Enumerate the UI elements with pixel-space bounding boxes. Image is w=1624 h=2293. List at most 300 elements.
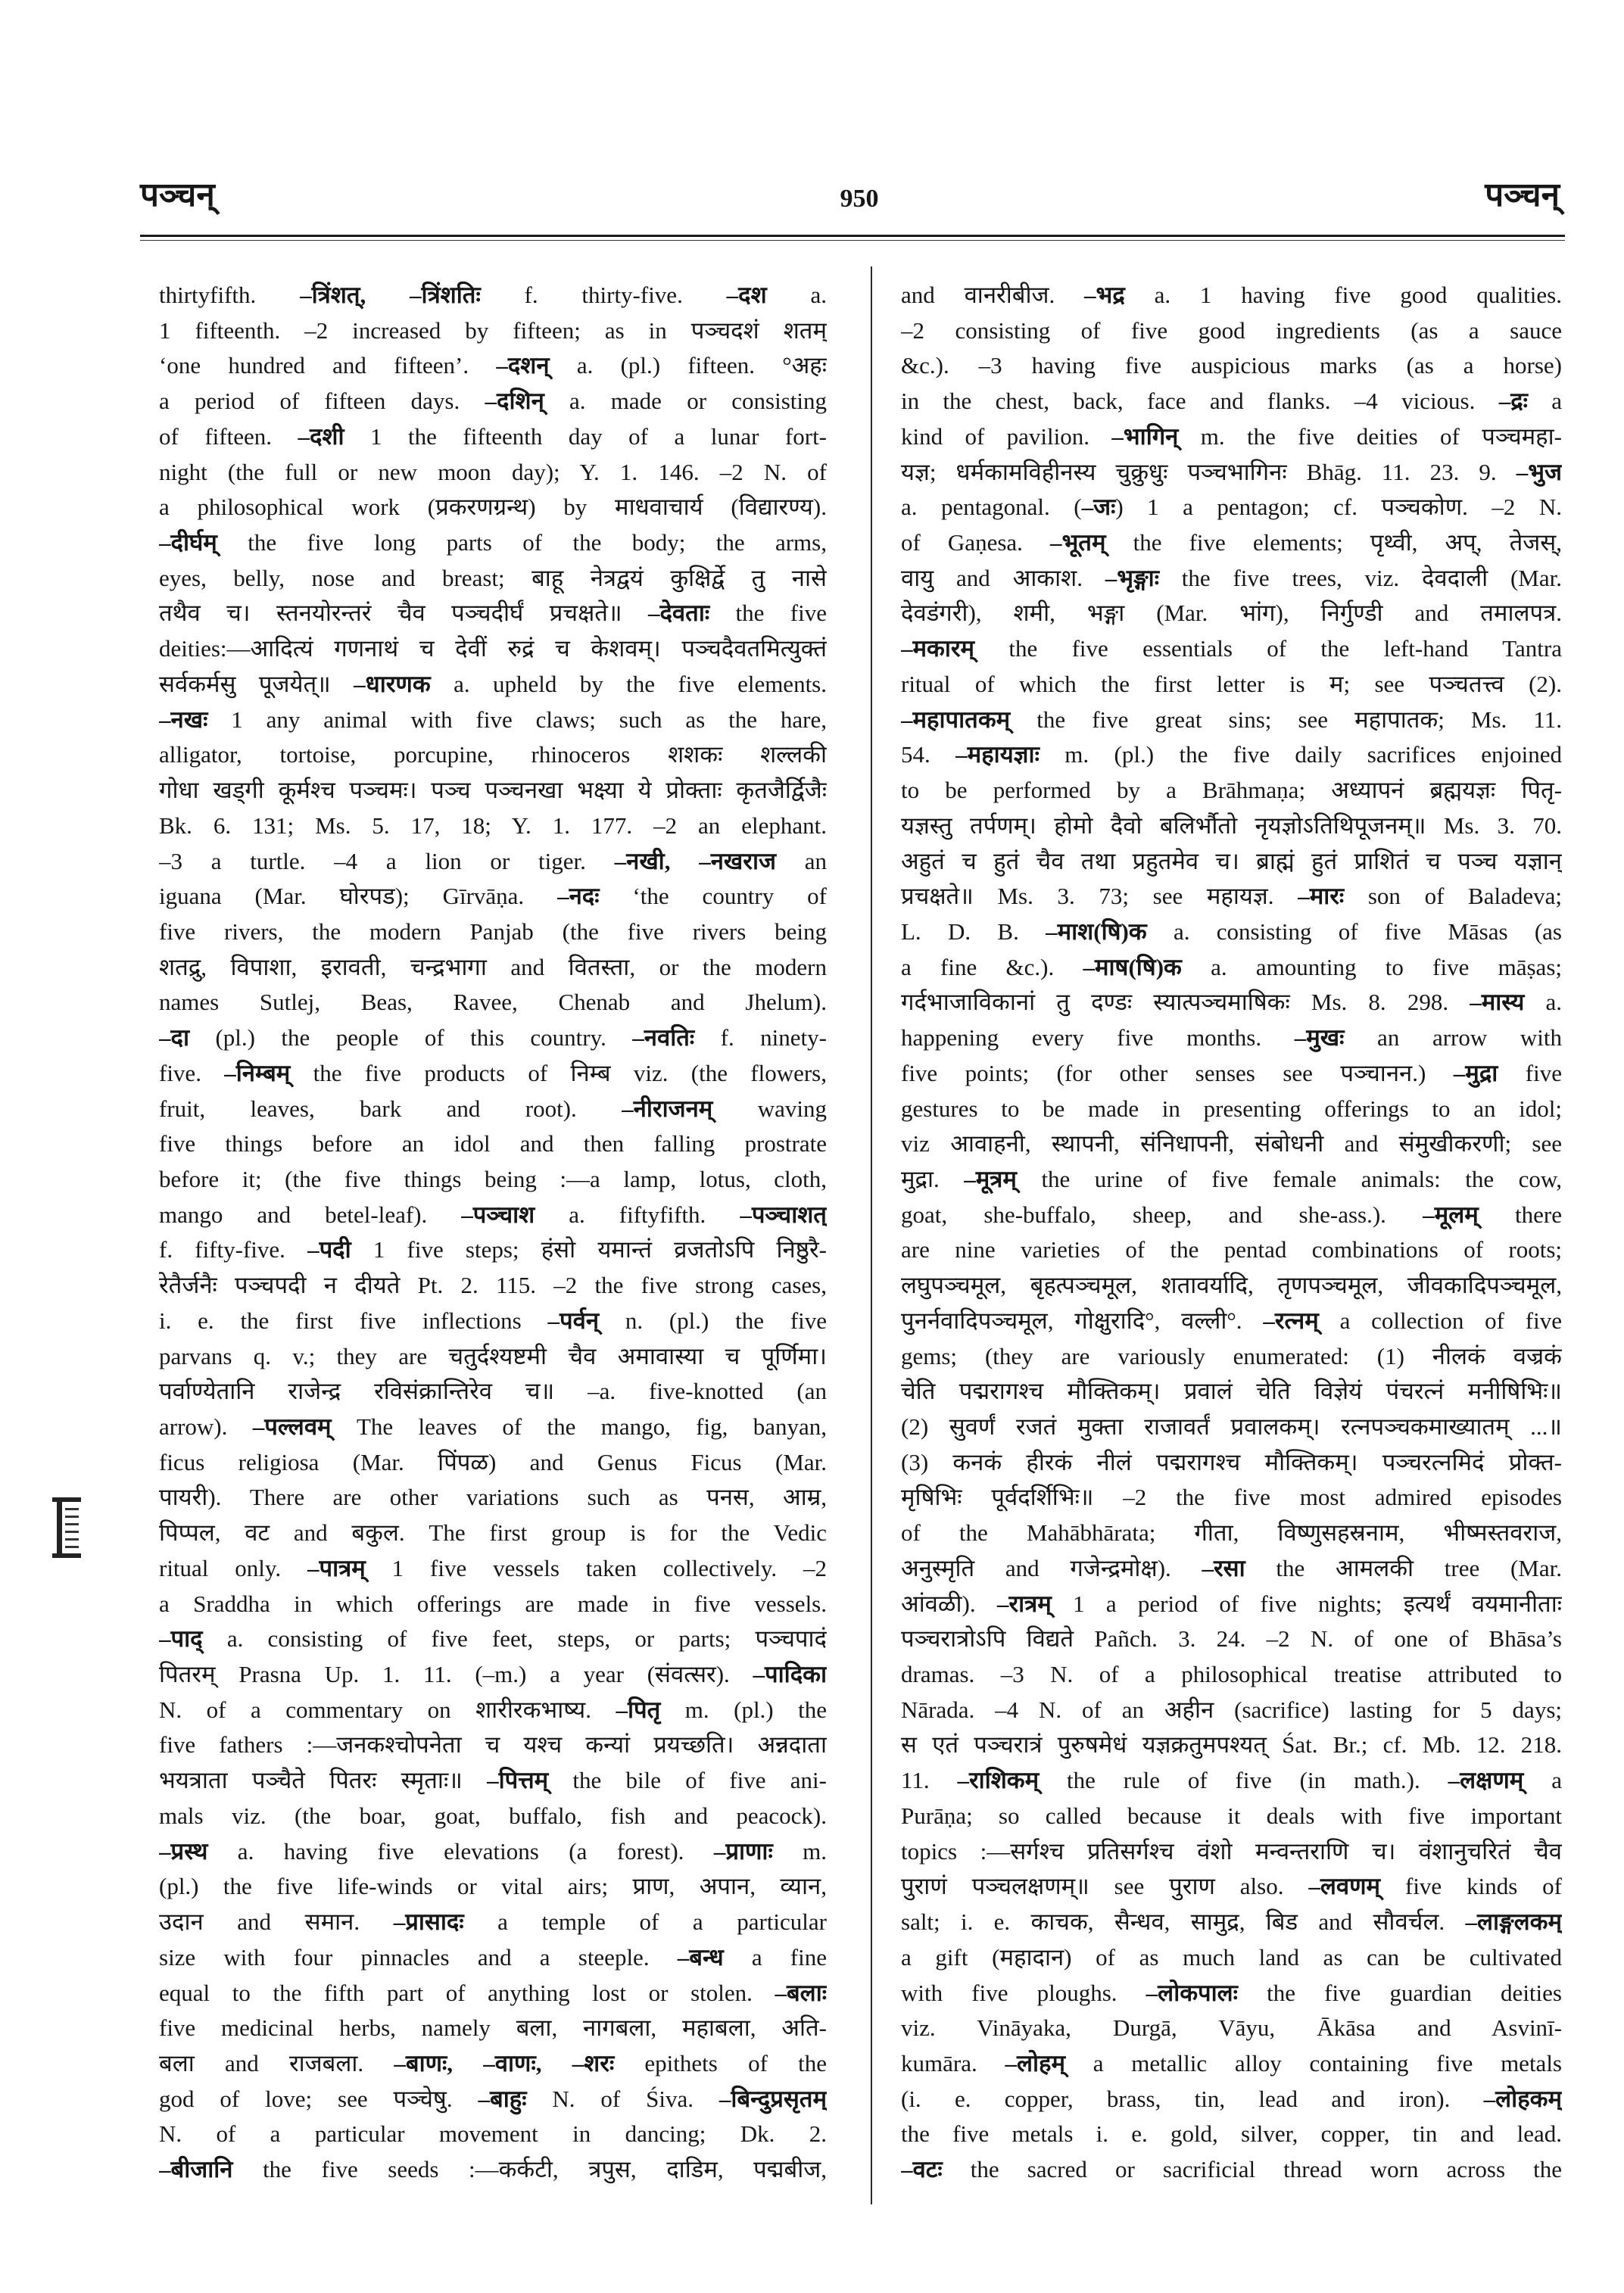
line-text: son of Baladeva; — [1344, 883, 1562, 910]
text-line — [159, 1268, 827, 1304]
headword: –पितृ — [616, 1696, 661, 1723]
text-line — [159, 596, 827, 631]
line-text: Purāṇa; so called because it deals with five important — [901, 1802, 1562, 1829]
headword: –प्रस्थ — [159, 1837, 208, 1865]
text-line — [159, 737, 827, 773]
headword: –लोहम् — [1005, 2049, 1065, 2076]
text-line — [901, 1763, 1562, 1799]
line-text: the five great sins; see महापातक; Ms. 11. — [1010, 706, 1562, 733]
text-line — [159, 1232, 827, 1268]
line-text: a period of fifteen days. — [159, 388, 485, 415]
page-number: 950 — [840, 185, 879, 213]
headword: –देवताः — [647, 600, 710, 627]
line-text: 1 any animal with five claws; such as the hare, — [207, 706, 827, 733]
text-line — [901, 1480, 1562, 1516]
line-text: of Gaṇesa. — [901, 529, 1051, 556]
line-text: 1 a period of five nights; इत्यर्थं वयमानीताः — [1051, 1590, 1562, 1617]
headword: –पदी — [307, 1236, 351, 1263]
text-line — [159, 1304, 827, 1339]
line-text: a philosophical work (प्रकरणग्रन्थ) by माधवाचार्य (विद्यारण्य). — [159, 494, 827, 521]
headword: –मूत्रम् — [964, 1165, 1017, 1192]
headword: –मास्य — [1470, 989, 1525, 1016]
text-line — [901, 631, 1562, 667]
line-text: in the chest, back, face and flanks. –4 vicious. — [901, 388, 1499, 415]
line-text: अहुतं च हुतं चैव तथा प्रहुतमेव च। ब्राह्मं हुतं प्राशितं च पञ्च यज्ञान् — [901, 847, 1562, 874]
text-line — [159, 1976, 827, 2011]
line-text: a Sraddha in which offerings are made in five vessels. — [159, 1590, 827, 1617]
line-text: 1 the fifteenth day of a lunar fort- — [344, 422, 827, 450]
headword: –भुज — [1516, 458, 1562, 485]
line-text: a. upheld by the five elements. — [430, 670, 827, 697]
text-line — [159, 1587, 827, 1622]
line-text: a. — [766, 282, 827, 308]
headword: –रसा — [1202, 1554, 1245, 1581]
line-text: देवडंगरी), शमी, भङ्गा (Mar. भांग), निर्गुण्डी and तमालपत्र. — [901, 600, 1562, 627]
text-line — [159, 1551, 827, 1587]
line-text: a. fiftyfifth. — [535, 1201, 740, 1228]
headword: –रत्नम् — [1263, 1307, 1319, 1334]
text-line — [901, 1551, 1562, 1587]
line-text: a. consisting of five Māsas (as — [1146, 918, 1562, 945]
line-text: वायु and आकाश. — [901, 564, 1105, 591]
headword: –दा — [159, 1024, 189, 1051]
line-text: पुराणं पञ्चलक्षणम्॥ see पुराण also. — [901, 1873, 1309, 1900]
line-text: parvans q. v.; they are चतुर्दश्यष्टमी चैव अमावास्या च पूर्णिमा। — [159, 1342, 827, 1369]
headword: –नखी, –नखराज — [614, 847, 776, 874]
line-text: dramas. –3 N. of a philosophical treatise attributed to — [901, 1661, 1562, 1688]
line-text: happening every five months. — [901, 1024, 1295, 1051]
line-text: to be performed by a Brāhmaṇa; अध्यापनं ब्रह्मयज्ञः पितृ- — [901, 777, 1562, 804]
line-text: mals viz. (the boar, goat, buffalo, fish and peacock). — [159, 1802, 827, 1829]
text-line — [159, 879, 827, 914]
text-line — [159, 1516, 827, 1551]
line-text: N. of Śiva. — [526, 2085, 719, 2112]
line-text: viz आवाहनी, स्थापनी, संनिधापनी, संबोधनी and संमुखीकरणी; see — [901, 1130, 1562, 1157]
headword: –धारणक — [354, 670, 431, 697]
line-text: The leaves of the mango, fig, banyan, — [331, 1413, 827, 1440]
line-text: पितरम् Prasna Up. 1. 11. (–m.) a year (संवत्सर). — [159, 1661, 753, 1688]
line-text: ficus religiosa (Mar. पिंपळ) and Genus Ficus (Mar. — [159, 1448, 827, 1475]
line-text: (3) कनकं हीरकं नीलं पद्मरागश्च मौक्तिकम्। पञ्चरत्नमिदं प्रोक्त- — [901, 1448, 1562, 1475]
text-line — [159, 1905, 827, 1940]
line-text: m. (pl.) the — [660, 1696, 827, 1723]
text-line — [901, 1232, 1562, 1268]
headword: –नदः — [557, 883, 600, 910]
headword: –दशन् — [496, 352, 550, 379]
text-line — [159, 384, 827, 419]
headword: –मुद्रा — [1453, 1059, 1498, 1086]
line-text: गर्दभाजाविकानां तु दण्डः स्यात्पञ्चमाषिकः Ms. 8. 298. — [901, 989, 1470, 1016]
line-text: before it; (the five things being :—a lamp, lotus, cloth, — [159, 1165, 827, 1192]
headword: –बाहुः — [478, 2085, 527, 2112]
headword: –पञ्चाशत् — [740, 1201, 827, 1228]
text-line — [159, 985, 827, 1020]
text-line — [159, 1126, 827, 1162]
line-text: an arrow with — [1344, 1024, 1562, 1051]
text-line — [901, 348, 1562, 384]
line-text: a metallic alloy containing five metals — [1065, 2049, 1562, 2076]
line-text: topics :—सर्गश्च प्रतिसर्गश्च वंशो मन्वन्तराणि च। वंशानुचरितं चैव — [901, 1837, 1562, 1865]
text-line — [159, 313, 827, 349]
line-text: मुद्रा. — [901, 1165, 965, 1192]
line-text: (i. e. copper, brass, tin, lead and iron). — [901, 2085, 1484, 2112]
text-line — [901, 773, 1562, 808]
headword: –बन्ध — [677, 1943, 724, 1971]
line-text: N. of a particular movement in dancing; Dk. 2. — [159, 2120, 827, 2148]
line-text: N. of a commentary on शारीरकभाष्य. — [159, 1696, 616, 1723]
line-text: five kinds of — [1380, 1873, 1562, 1900]
line-text: गोधा खड्गी कूर्मश्च पञ्चमः। पञ्च पञ्चनखा भक्ष्या ये प्रोक्ताः कृतजैर्द्विजैः — [159, 777, 827, 804]
text-line — [901, 384, 1562, 419]
line-text: five. — [159, 1059, 225, 1086]
line-text: equal to the fifth part of anything lost or stolen. — [159, 1979, 775, 2006]
line-text: mango and betel-leaf). — [159, 1201, 462, 1228]
line-text: पायरी). There are other variations such as पनस, आम्र, — [159, 1484, 827, 1511]
text-line — [159, 1622, 827, 1657]
text-line — [901, 525, 1562, 561]
headword: –भद्र — [1084, 282, 1125, 308]
line-text: a. consisting of five feet, steps, or parts; पञ्चपादं — [202, 1625, 827, 1653]
line-text: eyes, belly, nose and breast; बाहू नेत्रद्वयं कुक्षिर्द्वे तु नासे — [159, 564, 827, 591]
text-line — [159, 2152, 827, 2188]
headword: –प्रासादः — [393, 1908, 464, 1936]
header-rule-thin — [140, 240, 1565, 241]
text-line — [901, 1268, 1562, 1304]
line-text: five points; (for other senses see पञ्चानन.) — [901, 1059, 1454, 1086]
line-text: सर्वकर्मसु पूजयेत्॥ — [159, 670, 354, 697]
line-text: kumāra. — [901, 2049, 1005, 2076]
line-text: अनुस्मृति and गजेन्द्रमोक्ष). — [901, 1554, 1202, 1581]
text-line — [159, 1940, 827, 1976]
text-line — [159, 703, 827, 738]
header-rule — [140, 235, 1565, 237]
line-text: fruit, leaves, bark and root). — [159, 1095, 622, 1122]
text-line — [901, 490, 1562, 525]
text-line — [159, 348, 827, 384]
line-text: five fathers :—जनकश्चोपनेता च यश्च कन्यां प्रयच्छति। अन्नदाता — [159, 1731, 827, 1759]
text-line — [159, 1339, 827, 1375]
line-text: the five trees, viz. देवदाली (Mar. — [1158, 564, 1562, 591]
line-text: i. e. the first five inflections — [159, 1307, 548, 1334]
text-line — [159, 1092, 827, 1127]
text-line — [159, 455, 827, 491]
line-text: a. made or consisting — [544, 388, 827, 415]
line-text: पञ्चरात्रोऽपि विद्यते Pañch. 3. 24. –2 N. of one of Bhāsa’s — [901, 1625, 1562, 1653]
left-column — [159, 278, 827, 2188]
text-line — [901, 1304, 1562, 1339]
headword: –पर्वन् — [547, 1307, 600, 1334]
text-line — [901, 1622, 1562, 1657]
line-text: पुनर्नवादिपञ्चमूल, गोक्षुरादि°, वल्ली°. — [901, 1307, 1264, 1334]
text-line — [901, 1728, 1562, 1763]
text-line — [901, 2011, 1562, 2046]
text-line — [159, 808, 827, 844]
headword: –त्रिंशत्, –त्रिंशतिः — [300, 282, 481, 308]
text-line — [901, 1834, 1562, 1870]
headword: –पित्तम् — [487, 1767, 549, 1794]
line-text: five — [1498, 1059, 1562, 1086]
text-line — [159, 773, 827, 808]
line-text: f. ninety- — [694, 1024, 827, 1051]
headword: –लोहकम् — [1483, 2085, 1562, 2112]
headword: –दशिन् — [485, 388, 544, 415]
text-line — [159, 1020, 827, 1056]
line-text: प्रचक्षते॥ Ms. 3. 73; see महायज्ञ. — [901, 883, 1298, 910]
line-text: god of love; see पञ्चेषु. — [159, 2085, 478, 2112]
line-text: waving — [712, 1095, 827, 1122]
text-line — [901, 455, 1562, 491]
line-text: arrow). — [159, 1413, 253, 1440]
text-line — [159, 1799, 827, 1834]
headword: –पाद् — [159, 1625, 203, 1653]
text-line — [901, 1092, 1562, 1127]
text-line — [159, 1869, 827, 1905]
line-text: स एतं पञ्चरात्रं पुरुषमेधं यज्ञक्रतुमपश्यत् Śat. Br.; cf. Mb. 12. 218. — [901, 1731, 1562, 1759]
text-line — [901, 667, 1562, 703]
text-line — [159, 1834, 827, 1870]
headword: –लक्षणम् — [1448, 1767, 1524, 1794]
headword: –दीर्घम् — [159, 529, 217, 556]
line-text: thirtyfifth. — [159, 282, 301, 308]
headword: –महायज्ञाः — [955, 741, 1040, 768]
line-text: (pl.) the five life-winds or vital airs; प्राण, अपान, व्यान, — [159, 1873, 827, 1900]
line-text: m. — [772, 1837, 827, 1865]
line-text: a fine — [723, 1943, 827, 1971]
headword: –माश(षि)क — [1046, 918, 1147, 945]
headword: –नीराजनम् — [622, 1095, 713, 1122]
column-divider — [871, 266, 872, 2204]
headword: –पल्लवम् — [252, 1413, 332, 1440]
text-line — [901, 1445, 1562, 1481]
headword: –निम्बम् — [224, 1059, 291, 1086]
line-text: तथैव च। स्तनयोरन्तरं चैव पञ्चदीर्घं प्रचक्षते॥ — [159, 600, 648, 627]
line-text: of fifteen. — [159, 422, 298, 450]
text-line — [901, 2082, 1562, 2117]
line-text: f. thirty-five. — [480, 282, 727, 308]
text-line — [901, 1799, 1562, 1834]
line-text: –2 consisting of five good ingredients (as a sauce — [901, 316, 1562, 344]
line-text: पिप्पल, वट and बकुल. The first group is for the Vedic — [159, 1519, 827, 1547]
line-text: –3 a turtle. –4 a lion or tiger. — [159, 847, 615, 874]
text-line — [901, 1126, 1562, 1162]
line-text: the five long parts of the body; the arms, — [217, 529, 827, 556]
text-line — [901, 1905, 1562, 1940]
line-text: and वानरीबीज. — [901, 282, 1085, 308]
text-line — [901, 596, 1562, 631]
line-text: L. D. B. — [901, 918, 1046, 945]
headword: –दशी — [298, 422, 344, 450]
running-head-left: पञ्चन् — [140, 176, 215, 213]
line-text: with five ploughs. — [901, 1979, 1146, 2006]
text-line — [159, 914, 827, 950]
line-text: the five products of निम्ब viz. (the flowers, — [290, 1059, 827, 1086]
text-line — [901, 1020, 1562, 1056]
text-line — [901, 808, 1562, 844]
text-line — [159, 1162, 827, 1198]
headword: –नवतिः — [632, 1024, 695, 1051]
headword: –बिन्दुप्रसृतम् — [718, 2085, 827, 2112]
line-text: an — [775, 847, 827, 874]
text-line — [159, 490, 827, 525]
text-line — [159, 844, 827, 880]
line-text: 1 fifteenth. –2 increased by fifteen; as in पञ्चदशं शतम् — [159, 316, 827, 344]
line-text: a. 1 having five good qualities. — [1124, 282, 1562, 308]
line-text: a — [1523, 1767, 1562, 1794]
margin-mark-icon — [50, 1497, 83, 1558]
text-line — [901, 1056, 1562, 1092]
text-line — [159, 1657, 827, 1693]
text-line — [159, 667, 827, 703]
line-text: the five metals i. e. gold, silver, copper, tin and lead. — [901, 2120, 1562, 2148]
text-line — [901, 914, 1562, 950]
text-line — [159, 631, 827, 667]
headword: –बाणः, –वाणः, –शरः — [394, 2049, 615, 2076]
right-column — [901, 278, 1562, 2188]
line-text: &c.). –3 having five auspicious marks (as a horse) — [901, 352, 1562, 379]
line-text: भयत्राता पञ्चैते पितरः स्मृताः॥ — [159, 1767, 488, 1794]
text-line — [159, 2082, 827, 2117]
text-line — [901, 419, 1562, 455]
headword: –भृङ्गाः — [1105, 564, 1159, 591]
line-text: n. (pl.) the five — [599, 1307, 827, 1334]
line-text: 1 five steps; हंसो यमान्तं व्रजतोऽपि निष्ठुरै- — [351, 1236, 827, 1263]
text-line — [901, 879, 1562, 914]
headword: –वटः — [901, 2156, 943, 2183]
text-line — [901, 950, 1562, 986]
line-text: of the Mahābhārata; गीता, विष्णुसहस्रनाम, भीष्मस्तवराज, — [901, 1519, 1562, 1547]
line-text: a temple of a particular — [463, 1908, 827, 1936]
headword: –मारः — [1298, 883, 1345, 910]
headword: –मूलम् — [1423, 1201, 1479, 1228]
line-text: a gift (महादान) of as much land as can be cultivated — [901, 1943, 1562, 1971]
text-line — [901, 1657, 1562, 1693]
headword: –लवणम् — [1308, 1873, 1381, 1900]
line-text: m. the five deities of पञ्चमहा- — [1178, 422, 1562, 450]
line-text: 1 five vessels taken collectively. –2 — [365, 1554, 827, 1581]
text-line — [901, 1693, 1562, 1728]
headword: –लोकपालः — [1146, 1979, 1238, 2006]
line-text: a — [1527, 388, 1562, 415]
line-text: five rivers, the modern Panjab (the five rivers being — [159, 918, 827, 945]
line-text: epithets of the — [614, 2049, 827, 2076]
text-line — [901, 313, 1562, 349]
line-text: (2) सुवर्णं रजतं मुक्ता राजावर्तं प्रवालकम्। रत्नपञ्चकमाख्यातम् ...॥ — [901, 1413, 1562, 1440]
line-text: a. — [1524, 989, 1562, 1016]
line-text: ‘one hundred and fifteen’. — [159, 352, 497, 379]
line-text: ) 1 a pentagon; cf. पञ्चकोण. –2 N. — [1115, 494, 1562, 521]
text-line — [901, 2152, 1562, 2188]
line-text: पर्वाण्येतानि राजेन्द्र रविसंक्रान्तिरेव च॥ –a. five-knotted (an — [159, 1378, 827, 1405]
line-text: (pl.) the people of this country. — [189, 1024, 633, 1051]
line-text: gems; (they are variously enumerated: (1) नीलकं वज्रकं — [901, 1342, 1562, 1369]
headword: –बीजानि — [159, 2156, 233, 2183]
text-line — [901, 703, 1562, 738]
text-line — [901, 2117, 1562, 2152]
line-text: रेतैर्जनैः पञ्चपदी न दीयते Pt. 2. 115. –2 the five strong cases, — [159, 1272, 827, 1299]
headword: –पञ्चाश — [461, 1201, 535, 1228]
headword: –लाङ्गलकम् — [1465, 1908, 1562, 1936]
line-text: आंवळी). — [901, 1590, 997, 1617]
headword: –मुखः — [1294, 1024, 1345, 1051]
text-line — [901, 2046, 1562, 2082]
line-text: m. (pl.) the five daily sacrifices enjoined — [1039, 741, 1562, 768]
headword: –प्राणाः — [713, 1837, 773, 1865]
headword: –जः — [1081, 494, 1116, 521]
line-text: there — [1478, 1201, 1562, 1228]
line-text: kind of pavilion. — [901, 422, 1112, 450]
line-text: the sacred or sacrificial thread worn across the — [942, 2156, 1562, 2183]
line-text: alligator, tortoise, porcupine, rhinoceros शशकः शल्लकी — [159, 741, 827, 768]
line-text: a. amounting to five māṣas; — [1181, 953, 1562, 980]
line-text: यज्ञ; धर्मकामविहीनस्य चुक्रुधुः पञ्चभागिनः Bhāg. 11. 23. 9. — [901, 458, 1516, 485]
text-line — [901, 737, 1562, 773]
text-line — [901, 1410, 1562, 1445]
line-text: the rule of five (in math.). — [1039, 1767, 1448, 1794]
line-text: names Sutlej, Beas, Ravee, Chenab and Jhelum). — [159, 989, 827, 1016]
line-text: a. (pl.) fifteen. °अहः — [549, 352, 827, 379]
line-text: यज्ञस्तु तर्पणम्। होमो दैवो बलिर्भौतो नृयज्ञोऽतिथिपूजनम्॥ Ms. 3. 70. — [901, 812, 1562, 839]
line-text: night (the full or new moon day); Y. 1. 146. –2 N. of — [159, 458, 827, 485]
text-line — [901, 1516, 1562, 1551]
text-line — [159, 419, 827, 455]
line-text: the bile of five ani- — [548, 1767, 827, 1794]
line-text: ritual of which the first letter is म; see पञ्चतत्त्व (2). — [901, 670, 1562, 697]
line-text: the आमलकी tree (Mar. — [1245, 1554, 1562, 1581]
headword: –भागिन् — [1111, 422, 1179, 450]
line-text: five things before an idol and then falling prostrate — [159, 1130, 827, 1157]
text-line — [901, 985, 1562, 1020]
line-text: उदान and समान. — [159, 1908, 394, 1936]
line-text: gestures to be made in presenting offerings to an idol; — [901, 1095, 1562, 1122]
text-line — [901, 561, 1562, 597]
line-text: size with four pinnacles and a steeple. — [159, 1943, 678, 1971]
line-text: Nārada. –4 N. of an अहीन (sacrifice) lasting for 5 days; — [901, 1696, 1562, 1723]
line-text: goat, she-buffalo, sheep, and she-ass.). — [901, 1201, 1423, 1228]
text-line — [159, 2011, 827, 2046]
line-text: f. fifty-five. — [159, 1236, 308, 1263]
headword: –माष(षि)क — [1083, 953, 1182, 980]
running-head-right: पञ्चन् — [1485, 176, 1560, 213]
line-text: are nine varieties of the pentad combinations of roots; — [901, 1236, 1562, 1263]
text-line — [901, 1940, 1562, 1976]
text-line — [159, 1374, 827, 1410]
line-text: a collection of five — [1318, 1307, 1562, 1334]
line-text: लघुपञ्चमूल, बृहत्पञ्चमूल, शतावर्यादि, तृणपञ्चमूल, जीवकादिपञ्चमूल, — [901, 1272, 1562, 1299]
text-line — [159, 2046, 827, 2082]
line-text: ritual only. — [159, 1554, 308, 1581]
text-line — [159, 1763, 827, 1799]
headword: –पादिका — [753, 1661, 827, 1688]
line-text: शतद्रु, विपाशा, इरावती, चन्द्रभागा and वितस्ता, or the modern — [159, 953, 827, 980]
text-line — [159, 2117, 827, 2152]
line-text: salt; i. e. काचक, सैन्धव, सामुद्र, बिड and सौवर्चल. — [901, 1908, 1466, 1936]
text-line — [159, 1056, 827, 1092]
text-line — [159, 1480, 827, 1516]
text-line — [901, 1869, 1562, 1905]
line-text: iguana (Mar. घोरपड); Gīrvāṇa. — [159, 883, 558, 910]
line-text: the five essentials of the left-hand Tantra — [974, 635, 1562, 662]
headword: –पात्रम् — [307, 1554, 366, 1581]
line-text: the five guardian deities — [1237, 1979, 1562, 2006]
text-line — [901, 1374, 1562, 1410]
text-line — [159, 1198, 827, 1233]
text-line — [901, 1198, 1562, 1233]
line-text: मृषिभिः पूर्वदर्शिभिः॥ –2 the five most admired episodes — [901, 1484, 1562, 1511]
line-text: बला and राजबला. — [159, 2049, 394, 2076]
headword: –महापातकम् — [901, 706, 1011, 733]
text-line — [159, 1693, 827, 1728]
text-line — [901, 1339, 1562, 1375]
